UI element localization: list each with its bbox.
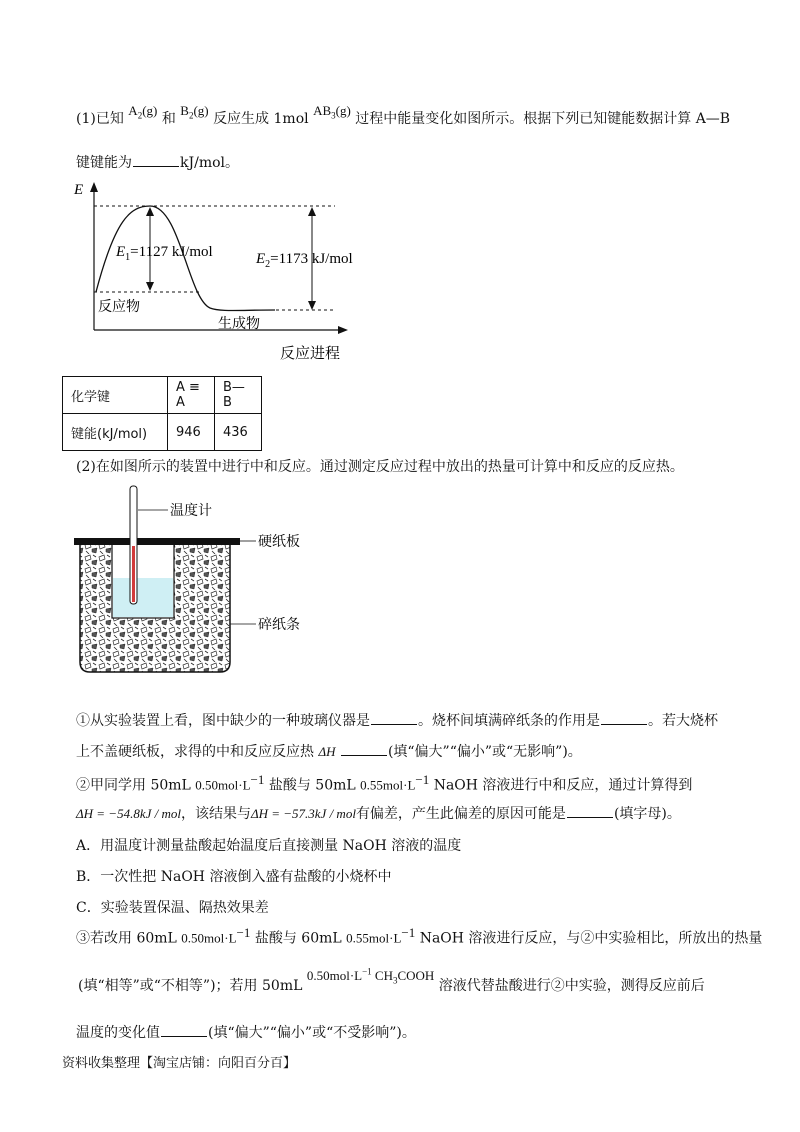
sub1-line1: ①从实验装置上看，图中缺少的一种玻璃仪器是 。烧杯间填满碎纸条的作用是 。若大烧杯 [76,713,718,729]
option-b: B．一次性把 NaOH 溶液倒入盛有盐酸的小烧杯中 [76,869,392,885]
table-row [63,414,262,451]
answer-blank[interactable] [601,712,647,725]
product-label: 生成物 [218,316,260,332]
sub2-line2: ΔH = −54.8kJ / mol，该结果与ΔH = −57.3kJ / mol有偏差，产生此偏差的原因可能是 (填字母)。 [76,806,681,822]
x-axis-arrow [338,326,348,334]
table-cell: A ≡ A [168,377,215,414]
answer-blank[interactable] [341,743,387,756]
cardboard-label: 硬纸板 [258,534,300,550]
reactant-label: 反应物 [98,299,140,315]
sub3-line2: (填“相等”或“不相等”)；若用 50mL $0.50mol\cdot L^{-1}$ $CH_3COOH$ 溶液代替盐酸进行②中实验，测得反应前后 [78,966,705,994]
sub3-line3: 温度的变化值 (填“偏大”“偏小”或“不受影响”)。 [76,1025,416,1041]
q1-line2: 键键能为 kJ/mol。 [76,155,239,171]
thermometer-label: 温度计 [170,503,212,519]
answer-blank[interactable] [133,154,179,167]
table-cell: B—B [215,377,262,414]
answer-blank[interactable] [371,712,417,725]
answer-blank[interactable] [567,805,613,818]
e2-label: $E_2=1173$ kJ/mol [256,251,353,270]
bond-energy-table [62,376,262,451]
table-row [63,377,262,414]
calorimeter-diagram [70,482,300,678]
answer-blank[interactable] [161,1024,207,1037]
sub1-line2: 上不盖硬纸板，求得的中和反应反应热 ΔH (填“偏大”“偏小”或“无影响”)。 [76,744,582,760]
cardboard [74,538,240,545]
y-axis-label: E [74,182,84,198]
table-cell: 化学键 [63,377,168,414]
y-axis-arrow [90,182,98,192]
q1-line1: (1)已知 $A_2(g)$ 和 $B_2(g)$ 反应生成 1mol $AB_3(g)$ 过程中能量变化如图所示。根据下列已知键能数据计算 A—B [76,103,731,127]
paper-strips-label: 碎纸条 [258,617,300,633]
q2-intro: (2)在如图所示的装置中进行中和反应。通过测定反应过程中放出的热量可计算中和反应的反应热。 [76,459,684,475]
table-cell: 946 [168,414,215,451]
energy-diagram [70,180,370,365]
x-axis-label: 反应进程 [280,344,341,362]
footer-source: 资料收集整理【淘宝店铺：向阳百分百】 [62,1056,297,1071]
table-cell: 436 [215,414,262,451]
e1-label: $E_1=1127$ kJ/mol [116,244,213,263]
option-c: C．实验装置保温、隔热效果差 [76,900,269,916]
solution [113,578,173,617]
option-a: A．用温度计测量盐酸起始温度后直接测量 NaOH 溶液的温度 [76,838,462,854]
sub3-line1: ③若改用 60mL $0.50mol\cdot L^{-1}$ 盐酸与 60mL $0.55mol\cdot L^{-1}$ NaOH 溶液进行反应，与②中实验相比，所放出的热量 [76,925,763,947]
sub2-line1: ②甲同学用 50mL $0.50mol\cdot L^{-1}$ 盐酸与 50mL $0.55mol\cdot L^{-1}$ NaOH 溶液进行中和反应，通过计算得到 [76,772,693,794]
table-cell: 键能(kJ/mol) [63,414,168,451]
